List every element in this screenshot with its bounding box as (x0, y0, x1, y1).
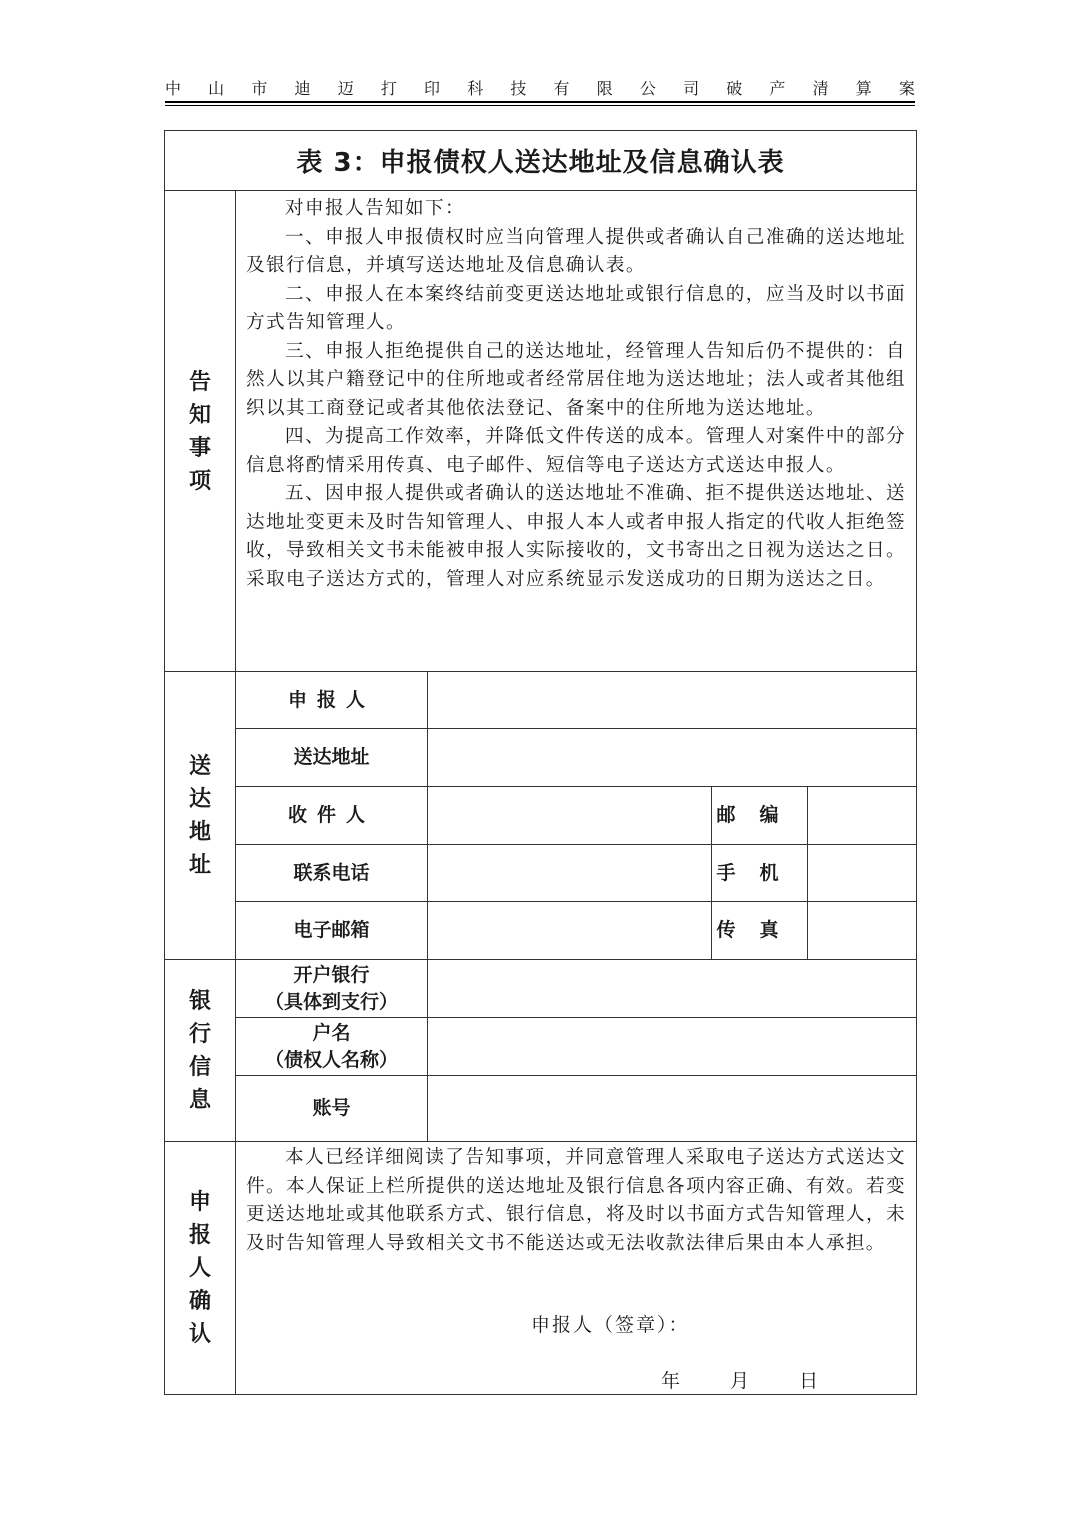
header-char: 公 (639, 78, 656, 98)
account-number-label: 账号 (236, 1076, 428, 1142)
header-rule-thin (165, 105, 915, 106)
address-side-label: 送 达 地 址 (165, 672, 236, 960)
mobile-label: 手机 (712, 845, 808, 902)
notice-item-2: 二、申报人在本案终结前变更送达地址或银行信息的，应当及时以书面方式告知管理人。 (246, 283, 907, 333)
confirm-statement: 本人已经详细阅读了告知事项，并同意管理人采取电子送达方式送达文件。本人保证上栏所提供的送达地址及银行信息各项内容正确、有效。若变更送达地址或其他联系方式、银行信息，将及时以书面方式告知管理人，未及时告知管理人导致相关文书不能送达或无法收款法律后果由本人承担。 (246, 1147, 907, 1254)
title-row (165, 131, 917, 191)
header-char: 司 (683, 78, 700, 98)
document-header (165, 75, 915, 99)
notice-intro: 对申报人告知如下： (285, 198, 465, 219)
postcode-label: 邮编 (712, 787, 808, 845)
notice-content (236, 191, 917, 672)
header-char: 有 (553, 78, 570, 98)
header-rule-thick (165, 101, 915, 103)
recipient-field[interactable] (428, 787, 712, 845)
date-line[interactable] (661, 1366, 862, 1393)
header-char: 清 (812, 78, 829, 98)
fax-field[interactable] (808, 902, 917, 960)
applicant-row (165, 672, 917, 729)
signature-line[interactable]: 申报人（签章）： (531, 1314, 690, 1336)
header-char: 产 (769, 78, 786, 98)
bank-label: 开户银行 （具体到支行） (236, 960, 428, 1018)
phone-field[interactable] (428, 845, 712, 902)
notice-item-1: 一、申报人申报债权时应当向管理人提供或者确认自己准确的送达地址及银行信息，并填写送达地址及信息确认表。 (246, 226, 907, 276)
recipient-label: 收件人 (236, 787, 428, 845)
notice-row (165, 191, 917, 672)
header-char: 市 (251, 78, 268, 98)
notice-side-label: 告 知 事 项 (165, 191, 236, 672)
year-label: 年 (661, 1370, 681, 1392)
bank-side-label: 银 行 信 息 (165, 960, 236, 1142)
delivery-address-field[interactable] (428, 729, 917, 787)
day-label: 日 (799, 1370, 819, 1392)
delivery-address-label: 送达地址 (236, 729, 428, 787)
notice-item-3: 三、申报人拒绝提供自己的送达地址，经管理人告知后仍不提供的：自然人以其户籍登记中的住所地或者经常居住地为送达地址；法人或者其他组织以其工商登记或者其他依法登记、备案中的住所地为送达地址。 (246, 340, 907, 419)
delivery-address-row (165, 729, 917, 787)
fax-label: 传真 (712, 902, 808, 960)
email-row (165, 902, 917, 960)
email-field[interactable] (428, 902, 712, 960)
header-char: 中 (165, 78, 182, 98)
notice-item-4: 四、为提高工作效率，并降低文件传送的成本。管理人对案件中的部分信息将酌情采用传真、电子邮件、短信等电子送达方式送达申报人。 (246, 426, 907, 476)
phone-row (165, 845, 917, 902)
confirm-content (236, 1142, 917, 1395)
recipient-row (165, 787, 917, 845)
header-char: 科 (467, 78, 484, 98)
month-label: 月 (730, 1370, 750, 1392)
header-char: 迪 (294, 78, 311, 98)
email-label: 电子邮箱 (236, 902, 428, 960)
confirmation-form-table (164, 130, 917, 1395)
header-char: 算 (855, 78, 872, 98)
header-char: 迈 (337, 78, 354, 98)
header-char: 山 (208, 78, 225, 98)
account-name-label: 户名 （债权人名称） (236, 1018, 428, 1076)
account-number-row (165, 1076, 917, 1142)
header-char: 印 (424, 78, 441, 98)
confirm-row (165, 1142, 917, 1395)
header-char: 技 (510, 78, 527, 98)
confirm-side-label: 申 报 人 确 认 (165, 1142, 236, 1395)
header-char: 限 (596, 78, 613, 98)
mobile-field[interactable] (808, 845, 917, 902)
account-number-field[interactable] (428, 1076, 917, 1142)
header-char: 案 (898, 78, 915, 98)
account-name-field[interactable] (428, 1018, 917, 1076)
applicant-label: 申报人 (236, 672, 428, 729)
applicant-field[interactable] (428, 672, 917, 729)
account-name-row (165, 1018, 917, 1076)
bank-row (165, 960, 917, 1018)
phone-label: 联系电话 (236, 845, 428, 902)
header-char: 打 (380, 78, 397, 98)
bank-field[interactable] (428, 960, 917, 1018)
form-title: 表 3：申报债权人送达地址及信息确认表 (165, 131, 917, 191)
header-char: 破 (726, 78, 743, 98)
notice-item-5: 五、因申报人提供或者确认的送达地址不准确、拒不提供送达地址、送达地址变更未及时告知管理人、申报人本人或者申报人指定的代收人拒绝签收，导致相关文书未能被申报人实际接收的，文书寄出之日视为送达之日。采取电子送达方式的，管理人对应系统显示发送成功的日期为送达之日。 (246, 483, 907, 590)
postcode-field[interactable] (808, 787, 917, 845)
